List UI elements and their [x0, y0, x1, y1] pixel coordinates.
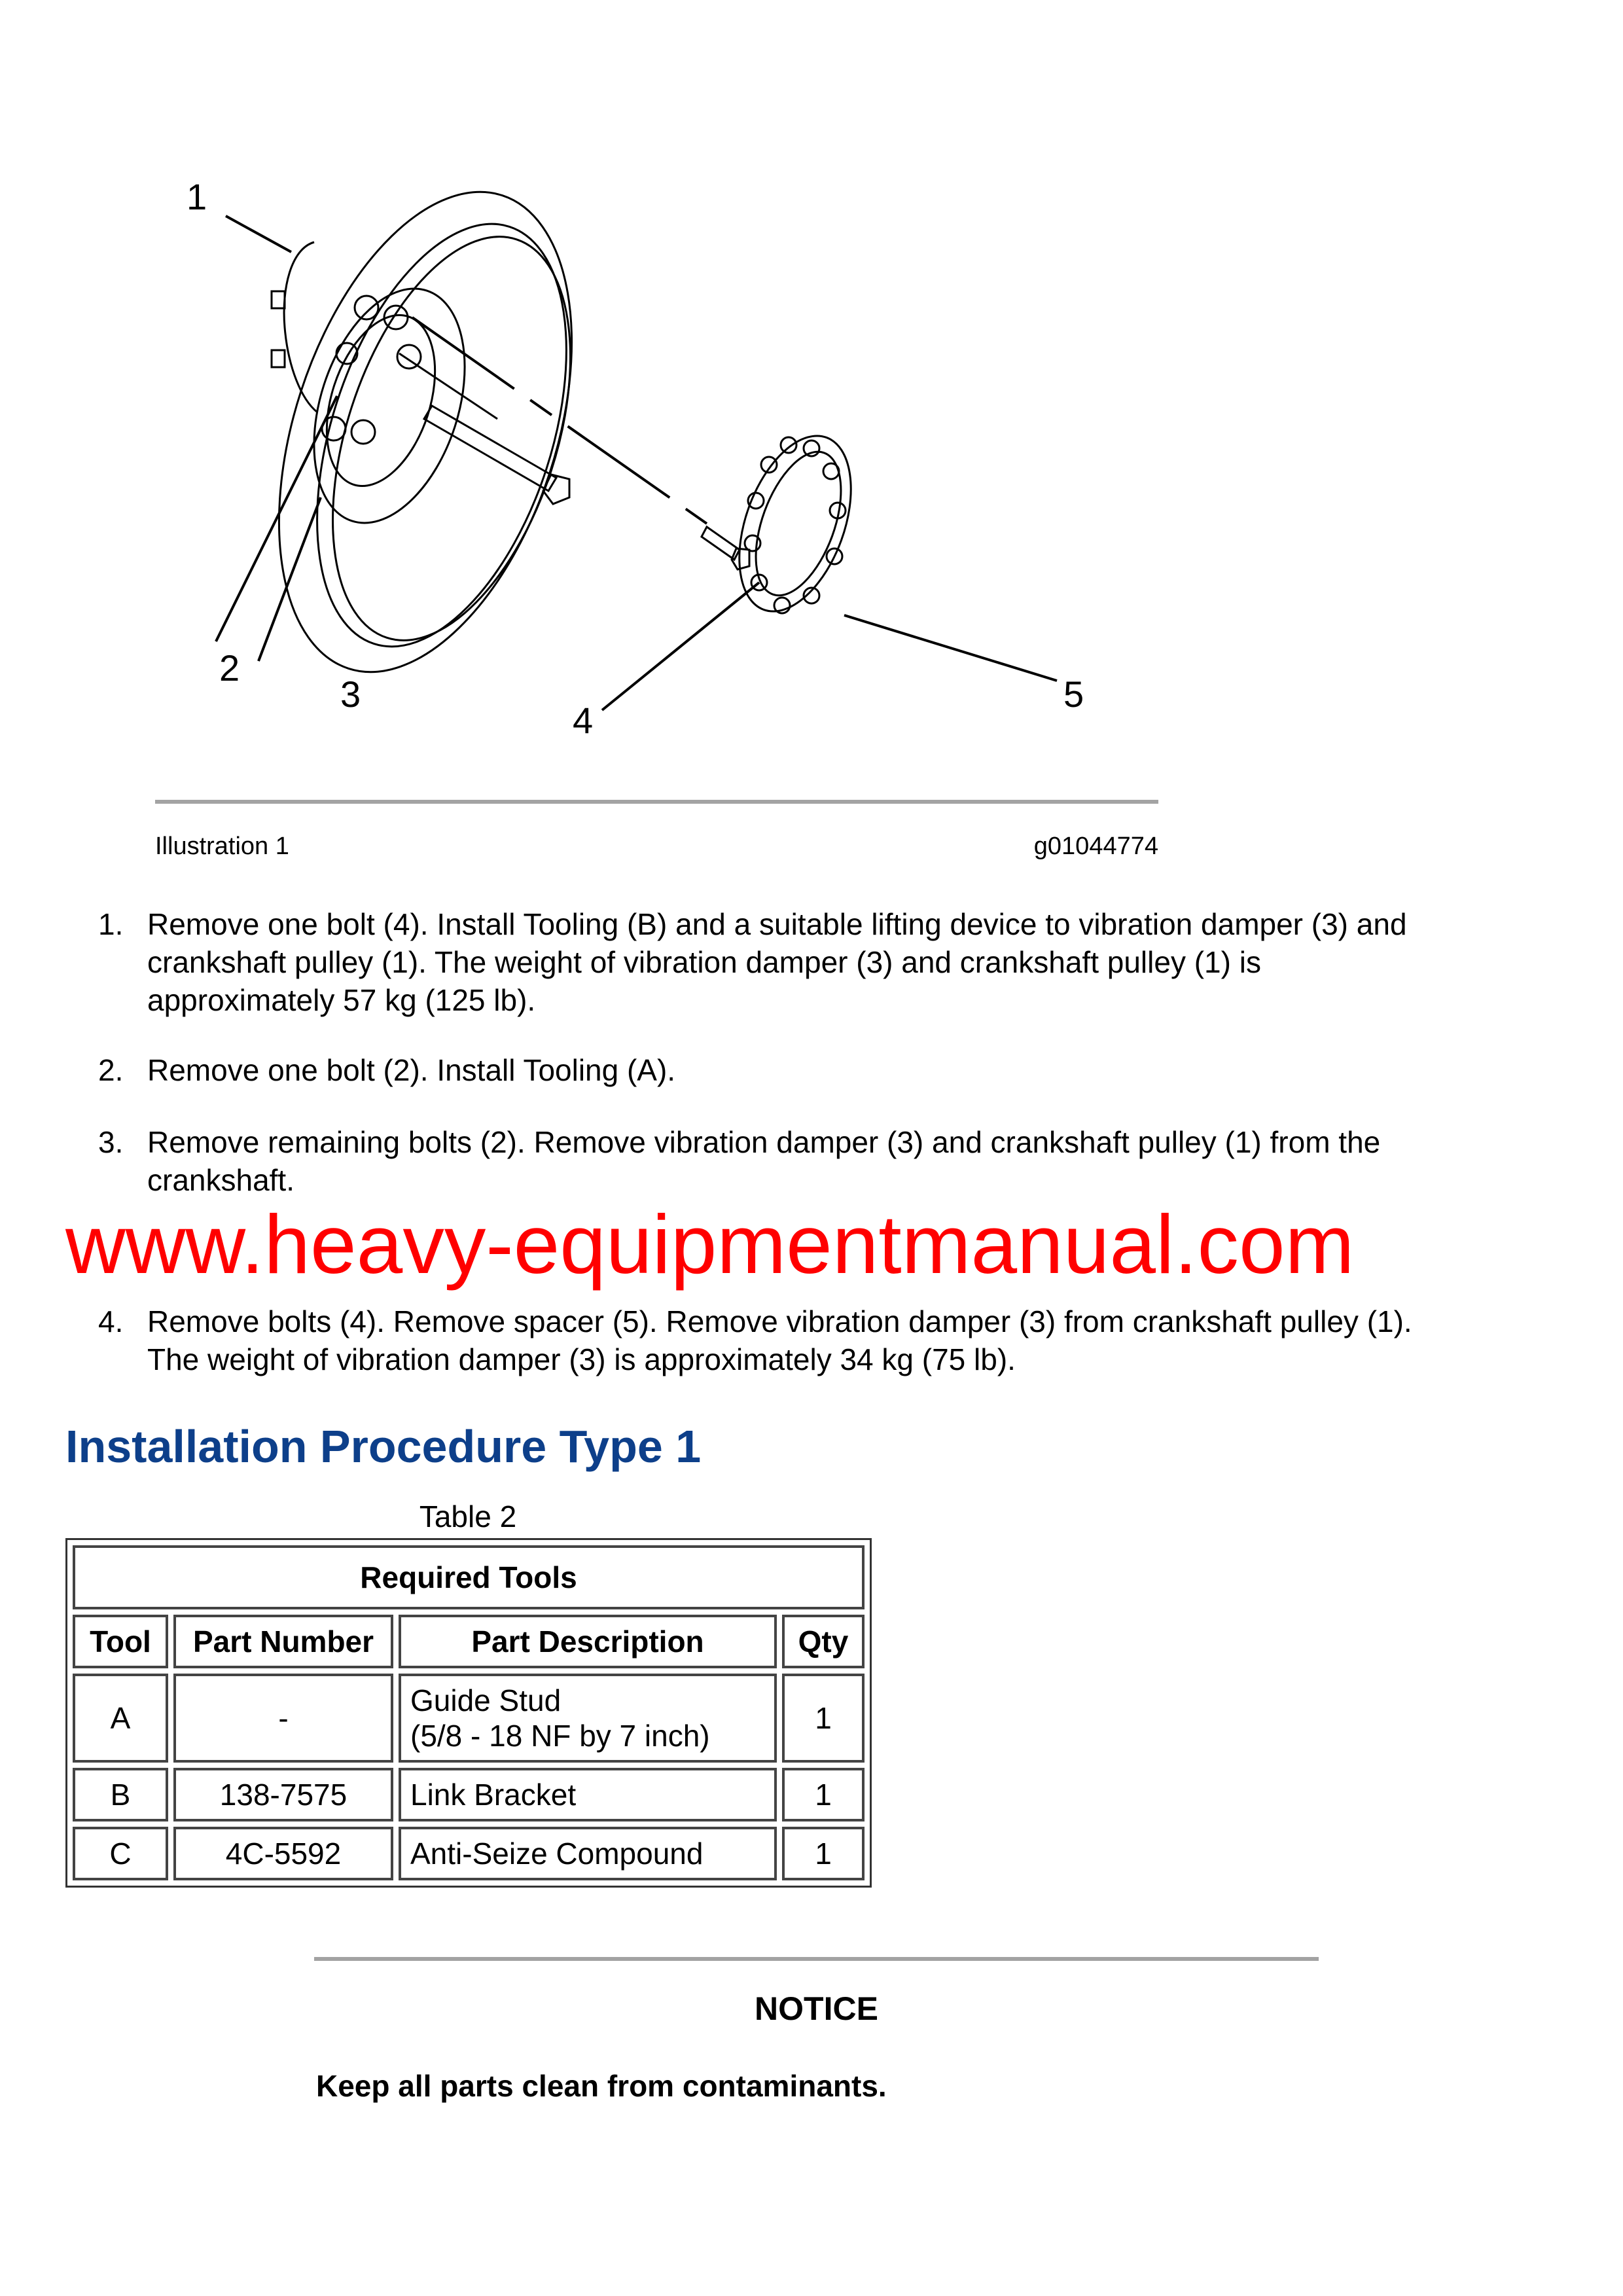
step-text: [147, 905, 1544, 1019]
pulley-hub-shape: [284, 242, 317, 412]
step-text: [147, 1051, 1544, 1089]
watermark: www.heavy-equipmentmanual.com: [65, 1198, 1355, 1291]
callout-3: 3: [340, 673, 361, 715]
callout-4: 4: [573, 700, 594, 741]
callout-2: 2: [219, 647, 240, 689]
notice-body: Keep all parts clean from contaminants.: [316, 2069, 887, 2103]
cell-tool: B: [73, 1768, 168, 1821]
step-line: Remove remaining bolts (2). Remove vibration damper (3) and crankshaft pulley (1) from the: [147, 1125, 1381, 1159]
table-title-row: [73, 1545, 865, 1609]
damper-outer-ring: [224, 157, 626, 709]
leader-3: [259, 497, 321, 661]
callout-5: 5: [1063, 673, 1084, 715]
long-bolt-axis: [399, 353, 497, 419]
required-tools-table: [65, 1538, 872, 1888]
table-caption: Table 2: [419, 1499, 517, 1534]
header-tool: Tool: [73, 1615, 168, 1668]
step-line: Remove one bolt (4). Install Tooling (B) and a suitable lifting device to vibration damper (3) and: [147, 907, 1407, 941]
step-4: [98, 1302, 1544, 1378]
cell-part-number: 4C-5592: [173, 1827, 393, 1880]
table-row: [73, 1674, 865, 1763]
cell-qty: 1: [782, 1674, 865, 1763]
step-1: [98, 905, 1544, 1019]
cell-tool: C: [73, 1827, 168, 1880]
step-3: [98, 1123, 1544, 1199]
hub-bolt: [336, 343, 357, 364]
hub-bolt: [355, 296, 378, 319]
illustration-id: g01044774: [1033, 833, 1158, 860]
step-number: 3.: [98, 1125, 124, 1159]
cell-part-number: -: [173, 1674, 393, 1763]
notice-rule: [314, 1957, 1319, 1961]
leader-4: [602, 583, 759, 710]
step-text: [147, 1302, 1544, 1378]
long-bolt: [424, 406, 556, 491]
table-row: [73, 1768, 865, 1821]
table-row: [73, 1827, 865, 1880]
cell-tool: A: [73, 1674, 168, 1763]
cell-part-number: 138-7575: [173, 1768, 393, 1821]
step-line: crankshaft pulley (1). The weight of vibration damper (3) and crankshaft pulley (1) is: [147, 945, 1261, 979]
spacer-ring-inner: [739, 440, 858, 607]
hub-stud: [272, 291, 285, 308]
cell-description: [399, 1768, 777, 1821]
spacer-ring-outer: [718, 421, 873, 626]
header-part-number: Part Number: [173, 1615, 393, 1668]
header-qty: Qty: [782, 1615, 865, 1668]
table-title: Required Tools: [73, 1545, 865, 1609]
table-header-row: [73, 1615, 865, 1668]
step-line: crankshaft.: [147, 1163, 294, 1197]
description-line: Anti-Seize Compound: [410, 1837, 704, 1871]
cell-qty: 1: [782, 1827, 865, 1880]
step-line: Remove bolts (4). Remove spacer (5). Remove vibration damper (3) from crankshaft pulley (1).: [147, 1304, 1412, 1338]
illustration-rule: [155, 800, 1158, 804]
leader-2: [216, 396, 337, 641]
step-2: [98, 1051, 1544, 1089]
description-line: (5/8 - 18 NF by 7 inch): [410, 1719, 710, 1753]
leader-5: [844, 615, 1057, 681]
hub-stud: [272, 350, 285, 367]
step-line: Remove one bolt (2). Install Tooling (A).: [147, 1053, 676, 1087]
hub-bolt: [351, 420, 375, 444]
step-number: 2.: [98, 1053, 124, 1087]
cell-description: [399, 1827, 777, 1880]
step-number: 4.: [98, 1304, 124, 1338]
notice-title: NOTICE: [755, 1990, 878, 2027]
description-line: Link Bracket: [410, 1778, 577, 1812]
header-part-description: Part Description: [399, 1615, 777, 1668]
cell-qty: 1: [782, 1768, 865, 1821]
damper-inner-ring: [270, 192, 615, 677]
description-line: Guide Stud: [410, 1683, 562, 1717]
section-heading: Installation Procedure Type 1: [65, 1421, 702, 1472]
step-line: The weight of vibration damper (3) is approximately 34 kg (75 lb).: [147, 1342, 1016, 1376]
cell-description: [399, 1674, 777, 1763]
step-line: approximately 57 kg (125 lb).: [147, 983, 536, 1017]
leader-1: [226, 216, 291, 252]
illustration-caption: Illustration 1: [155, 833, 289, 860]
step-text: [147, 1123, 1544, 1199]
step-number: 1.: [98, 907, 124, 941]
callout-1: 1: [187, 176, 207, 217]
illustration-vibration-damper: [151, 157, 1171, 759]
